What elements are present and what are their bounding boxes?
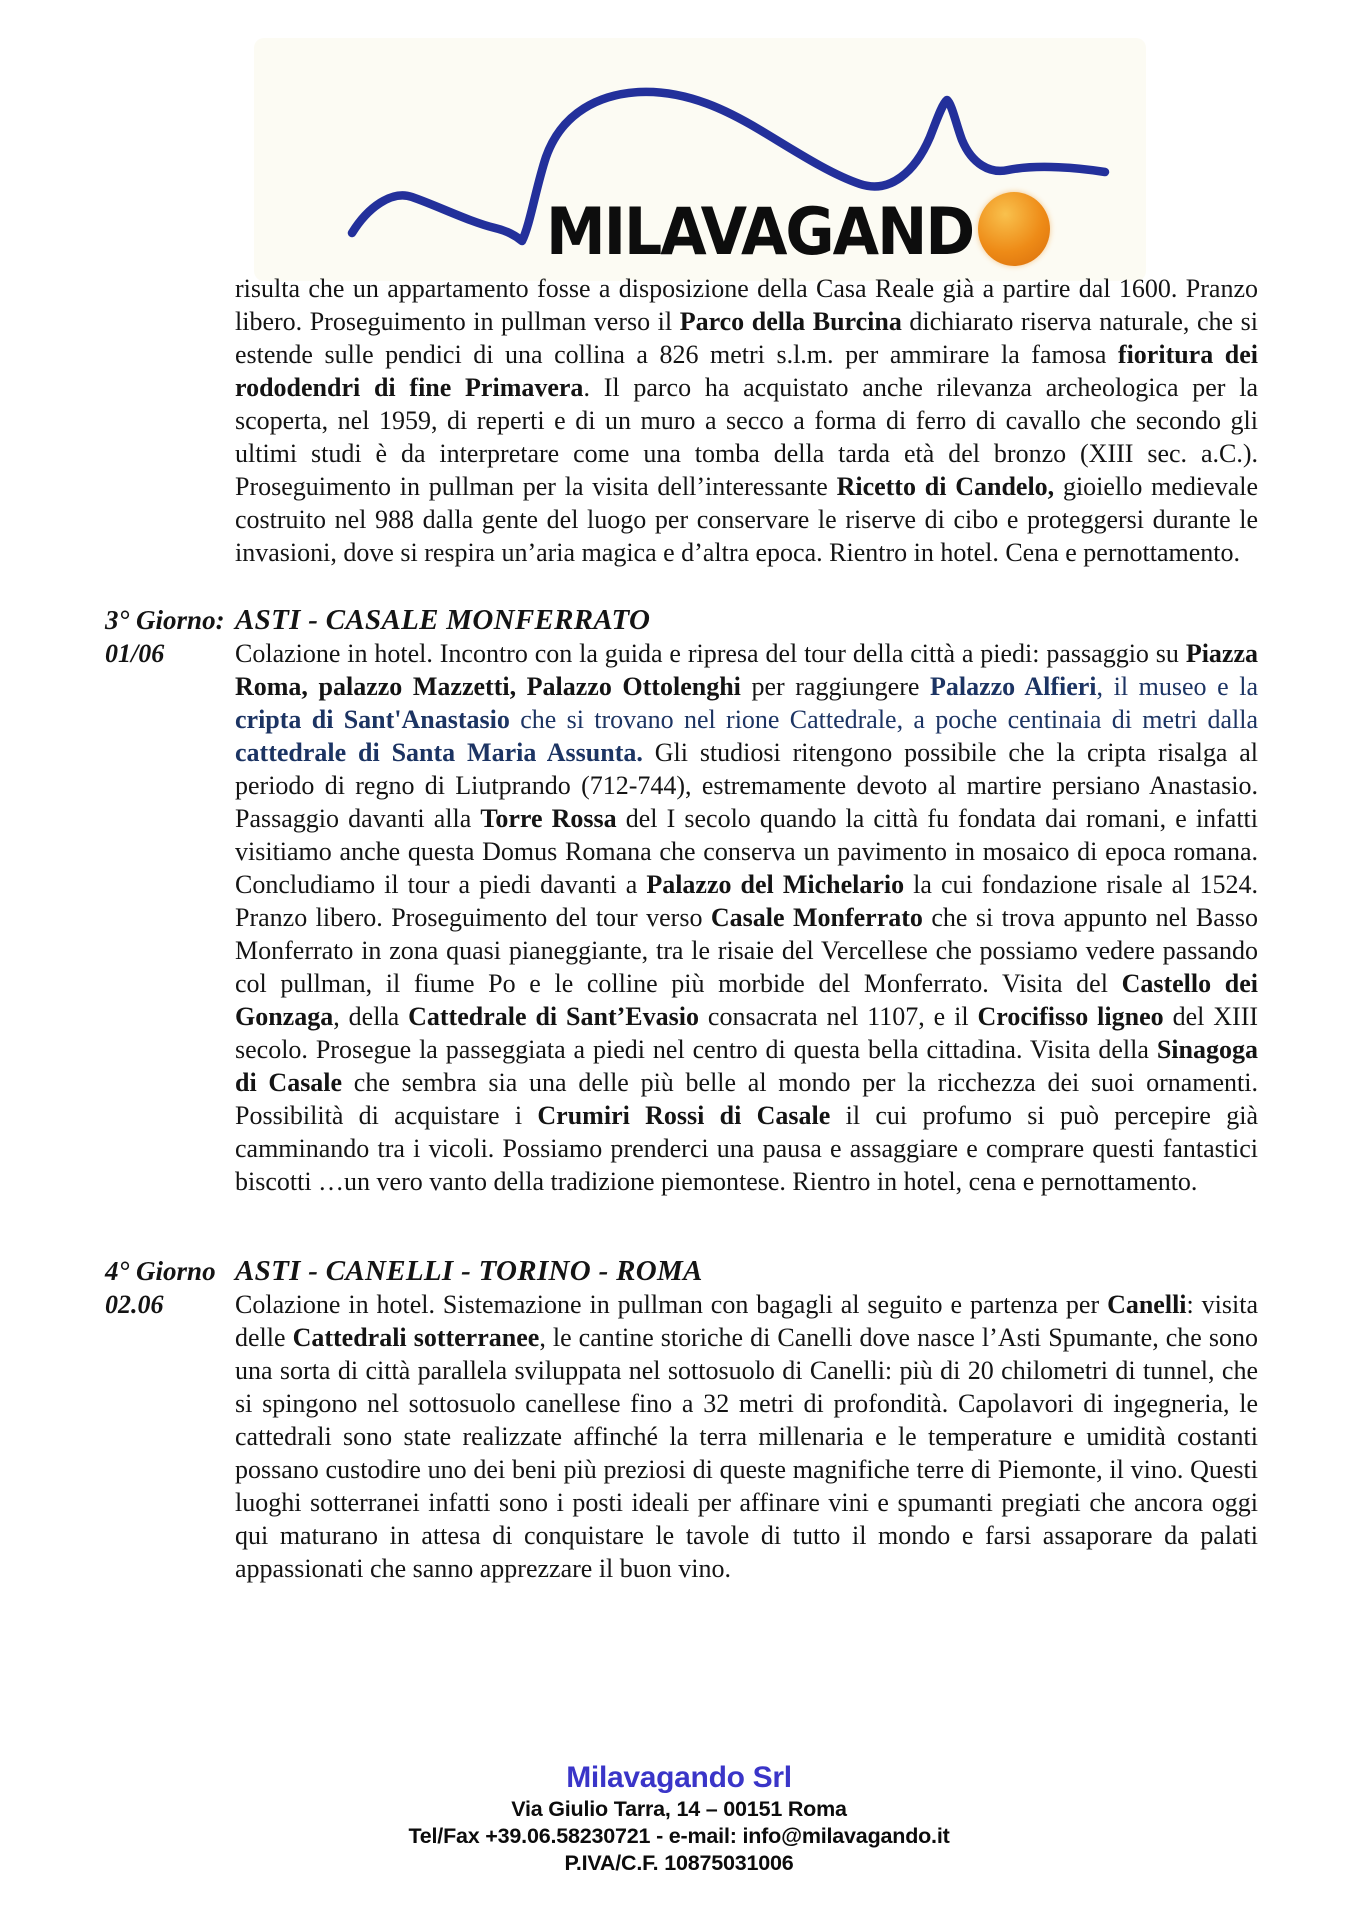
day2-paragraph — [235, 272, 1258, 569]
text-run: il cui profumo si può percepire già camminando tra i vicoli. Possiamo prenderci una pausa e assaggiare e comprare questi fantastici biscotti …un vero vanto della tradizione piemontese. Rientro in hotel, cena e pernottamento. — [235, 1101, 1259, 1196]
text-run: . Il parco ha acquistato anche rilevanza archeologica per la scoperta, nel 1959, di reperti e di un muro a secco a forma di ferro di cavallo che secondo gli ultimi studi è da interpretare come una tomba della tarda età del bronzo (XIII sec. a.C.). Proseguimento in pullman per la visita dell’interessante — [235, 373, 1258, 501]
footer-address: Via Giulio Tarra, 14 – 00151 Roma — [511, 1797, 847, 1821]
text-run: Colazione in hotel. Sistemazione in pullman con bagagli al seguito e partenza per — [235, 1290, 1108, 1319]
footer-contact: Tel/Fax +39.06.58230721 - e-mail: info@milavagando.it — [408, 1824, 950, 1848]
day3-date: 01/06 — [105, 639, 165, 668]
text-run: : visita delle — [235, 1290, 1259, 1352]
section-day3 — [105, 603, 1358, 1198]
text-run: Parco della Burcina — [679, 307, 902, 336]
text-run: Crocifisso ligneo — [977, 1002, 1164, 1031]
text-run: Colazione in hotel. Incontro con la guida e ripresa del tour della città a piedi: passaggio su — [235, 639, 1186, 668]
logo-wordmark — [546, 192, 1050, 271]
text-run: Cattedrale di Sant’Evasio — [408, 1002, 699, 1031]
text-run: risulta che un appartamento fosse a disposizione della Casa Reale già a partire dal 1600. Pranzo libero. Proseguimento in pullman verso il — [235, 274, 1258, 336]
day4-paragraph — [235, 1288, 1258, 1585]
day4-label: 4° Giorno — [105, 1256, 216, 1286]
milavagando-logo — [290, 52, 1110, 271]
day3-paragraph — [235, 637, 1258, 1198]
text-run: del XIII secolo. Prosegue la passeggiata a piedi nel centro di questa bella cittadina. Visita della — [235, 1002, 1259, 1064]
day4-date: 02.06 — [105, 1290, 164, 1319]
text-run: Ricetto di Candelo, — [836, 472, 1055, 501]
text-run: gioiello medievale costruito nel 988 dalla gente del luogo per conservare le riserve di cibo e proteggersi durante le invasioni, dove si respira un’aria magica e d’altra epoca. Rientro in hotel. Cena e pernottamento. — [235, 472, 1258, 567]
text-run: Canelli — [1107, 1290, 1187, 1319]
footer-company-name: Milavagando Srl — [566, 1761, 792, 1794]
section-day2-continuation — [235, 272, 1358, 569]
text-run: Castello dei Gonzaga — [235, 969, 1259, 1031]
text-run: cattedrale di Santa Maria Assunta. — [235, 738, 643, 767]
text-run: Sinagoga di Casale — [235, 1035, 1258, 1097]
text-run: Palazzo Alfieri — [930, 672, 1097, 701]
text-run: , della — [333, 1002, 409, 1031]
text-run: Cattedrali sotterranee — [292, 1323, 540, 1352]
text-run: Crumiri Rossi di Casale — [537, 1101, 831, 1130]
text-run: che sembra sia una delle più belle al mondo per la ricchezza dei suoi ornamenti. Possibilità di acquistare i — [235, 1068, 1258, 1130]
day4-heading: ASTI - CANELLI - TORINO - ROMA — [235, 1255, 703, 1287]
day3-heading: ASTI - CASALE MONFERRATO — [235, 604, 651, 636]
text-run: Palazzo del Michelario — [646, 870, 905, 899]
logo-sun-icon — [978, 192, 1050, 266]
text-run: dichiarato riserva naturale, che si estende sulle pendici di una collina a 826 metri s.l.m. per ammirare la famosa — [235, 307, 1258, 369]
logo-brand-text: MILAVAGAND — [546, 194, 974, 271]
itinerary-body — [0, 272, 1358, 1585]
text-run: Casale Monferrato — [710, 903, 923, 932]
text-run: cripta di Sant'Anastasio — [235, 705, 510, 734]
text-run: per raggiungere — [740, 672, 930, 701]
text-run: , le cantine storiche di Canelli dove nasce l’Asti Spumante, che sono una sorta di città parallela sviluppata nel sottosuolo di Canelli: più di 20 chilometri di tunnel, che si spingono nel sottosuolo canellese fino a 32 metri di profondità. Capolavori di ingegneria, le cattedrali sono state realizzate affinché la terra millenaria e le temperature e umidità costanti possano custodire uno dei beni più preziosi di queste magnifiche terre di Piemonte, il vino. Questi luoghi sotterranei infatti sono i posti ideali per affinare vini e spumanti pregiati che ancora oggi qui maturano in attesa di conquistare le tavole di tutto il mondo e farsi assaporare da palati appassionati che sanno apprezzare il buon vino. — [235, 1323, 1258, 1583]
text-run: Gli studiosi ritengono possibile che la cripta risalga al periodo di regno di Liutprando (712-744), estremamente devoto al martire persiano Anastasio. Passaggio davanti alla — [235, 738, 1258, 833]
section-day4 — [105, 1254, 1358, 1585]
text-run: la cui fondazione risale al 1524. Pranzo libero. Proseguimento del tour verso — [235, 870, 1258, 932]
text-run: del I secolo quando la città fu fondata dai romani, e infatti visitiamo anche questa Domus Romana che conserva un pavimento in mosaico di epoca romana. Concludiamo il tour a piedi davanti a — [235, 804, 1258, 899]
text-run: che si trova appunto nel Basso Monferrato in zona quasi pianeggiante, tra le risaie del Vercellese che possiamo vedere passando col pullman, il fiume Po e le colline più morbide del Monferrato. Visita del — [235, 903, 1258, 998]
footer-vat: P.IVA/C.F. 10875031006 — [564, 1851, 794, 1875]
text-run: consacrata nel 1107, e il — [698, 1002, 978, 1031]
text-run: che si trovano nel rione Cattedrale, a poche centinaia di metri dalla — [509, 705, 1259, 734]
text-run: fioritura dei rododendri di fine Primavera — [235, 340, 1258, 402]
company-footer — [0, 1760, 1358, 1877]
day3-label: 3° Giorno: — [105, 605, 225, 635]
text-run: Piazza Roma, palazzo Mazzetti, Palazzo Ottolenghi — [235, 639, 1258, 701]
text-run: Torre Rossa — [480, 804, 617, 833]
text-run: , il museo e la — [1096, 672, 1259, 701]
